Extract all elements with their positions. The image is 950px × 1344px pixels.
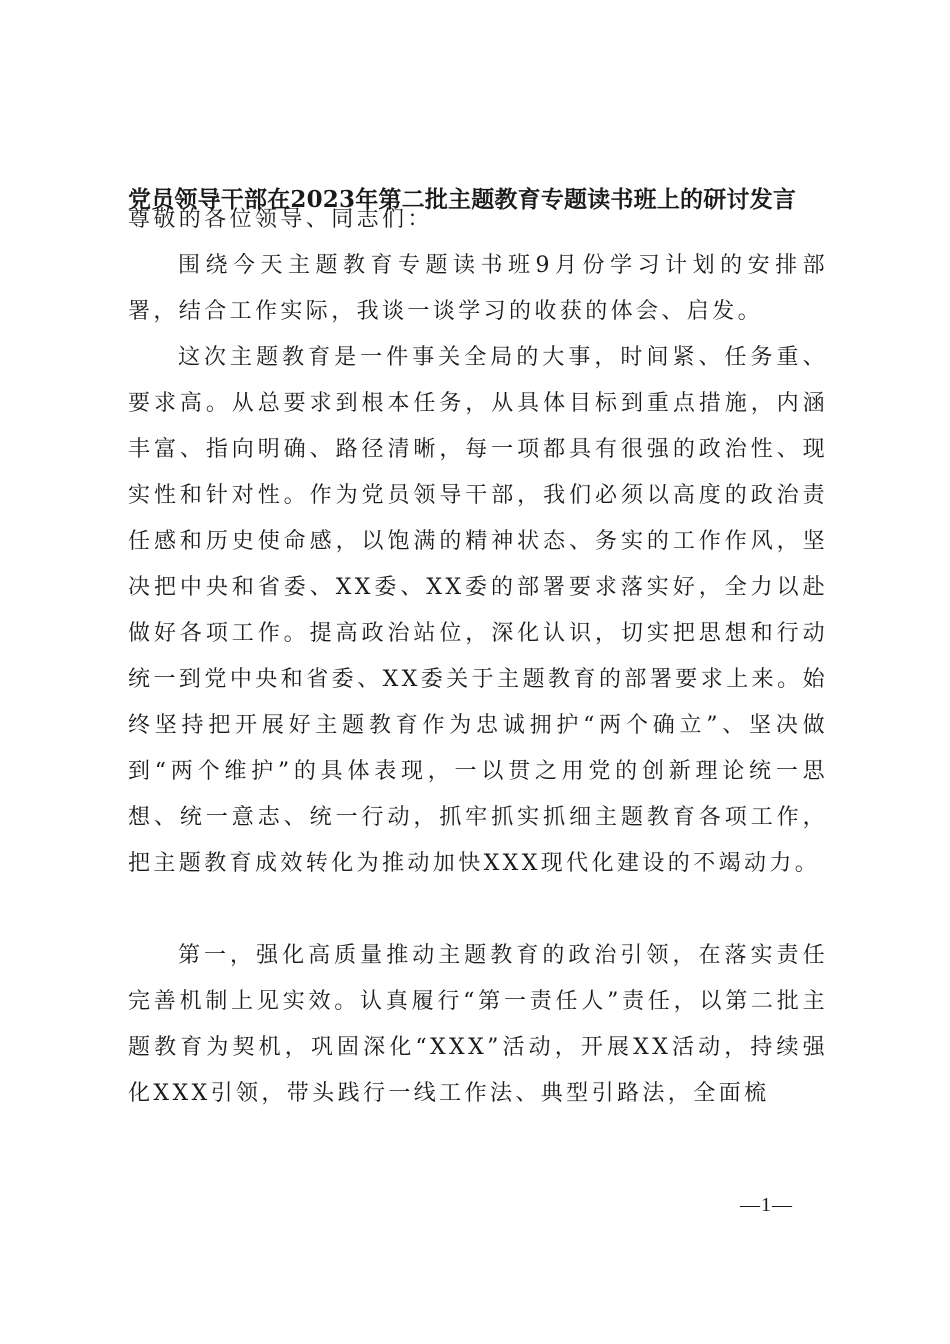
page-number: —1— (740, 1194, 793, 1216)
document-title: 党员领导干部在2023年第二批主题教育专题读书班上的研讨发言 (128, 186, 797, 213)
paragraph-intro: 围绕今天主题教育专题读书班9月份学习计划的安排部署，结合工作实际，我谈一谈学习的收获的体会、启发。 (128, 253, 828, 324)
body-section-2 (128, 933, 828, 1117)
paragraph-main: 这次主题教育是一件事关全局的大事，时间紧、任务重、要求高。从总要求到根本任务，从具体目标到重点措施，内涵丰富、指向明确、路径清晰，每一项都具有很强的政治性、现实性和针对性。作为党员领导干部，我们必须以高度的政治责任感和历史使命感，以饱满的精神状态、务实的工作作风，坚决把中央和省委、XX委、XX委的部署要求落实好，全力以赴做好各项工作。提高政治站位，深化认识，切实把思想和行动统一到党中央和省委、XX委关于主题教育的部署要求上来。始终坚持把开展好主题教育作为忠诚拥护“两个确立”、坚决做到“两个维护”的具体表现，一以贯之用党的创新理论统一思想、统一意志、统一行动，抓牢抓实抓细主题教育各项工作，把主题教育成效转化为推动加快XXX现代化建设的不竭动力。 (128, 345, 828, 876)
body-section-1 (128, 243, 828, 887)
salutation: 尊敬的各位领导、同志们： (128, 207, 433, 232)
paragraph-first-point: 第一，强化高质量推动主题教育的政治引领，在落实责任完善机制上见实效。认真履行“第一责任人”责任，以第二批主题教育为契机，巩固深化“XXX”活动，开展XX活动，持续强化XXX引领，带头践行一线工作法、典型引路法，全面梳 (128, 943, 828, 1106)
